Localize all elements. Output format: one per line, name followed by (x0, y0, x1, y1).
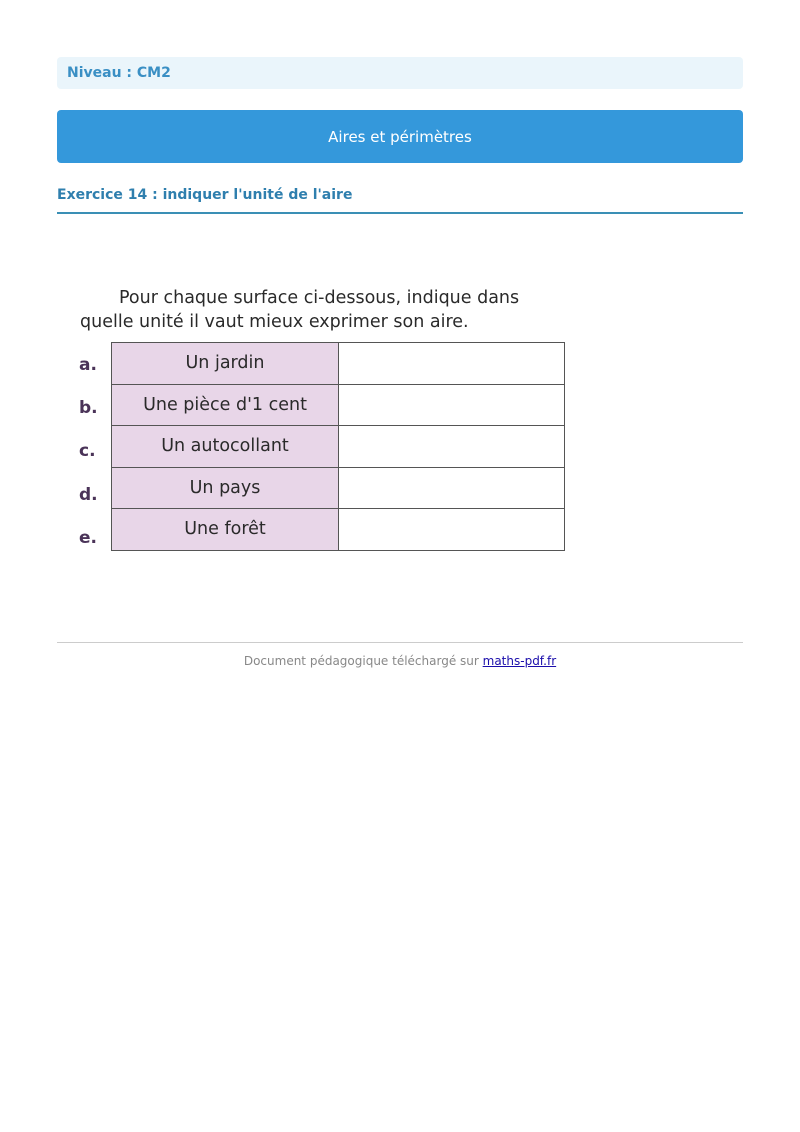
row-letter: d. (79, 484, 98, 505)
footer (57, 654, 743, 668)
row-letter: a. (79, 354, 97, 375)
answer-cell[interactable] (339, 509, 565, 551)
row-letter: e. (79, 528, 97, 549)
answer-cell[interactable] (339, 467, 565, 509)
surface-cell: Un pays (112, 467, 339, 509)
row-letter: c. (79, 441, 96, 462)
table-row (112, 509, 565, 551)
topic-banner (57, 110, 743, 163)
topic-title: Aires et périmètres (328, 127, 472, 146)
instruction-line-1: Pour chaque surface ci-dessous, indique dans (119, 288, 520, 308)
surface-cell: Un autocollant (112, 426, 339, 468)
answer-table (111, 342, 565, 551)
level-label: Niveau : CM2 (67, 65, 171, 81)
footer-link[interactable]: maths-pdf.fr (482, 654, 557, 668)
answer-cell[interactable] (339, 384, 565, 426)
instruction-line-2: quelle unité il vaut mieux exprimer son aire. (80, 312, 469, 332)
table-row (112, 426, 565, 468)
table-row (112, 343, 565, 385)
row-letters (79, 343, 98, 560)
surface-cell: Un jardin (112, 343, 339, 385)
row-letter: b. (79, 398, 98, 419)
footer-divider (57, 642, 743, 643)
surface-cell: Une pièce d'1 cent (112, 384, 339, 426)
table-row (112, 467, 565, 509)
exercise-title: Exercice 14 : indiquer l'unité de l'aire (57, 185, 743, 214)
level-box (57, 57, 743, 89)
table-row (112, 384, 565, 426)
exercise-instruction (80, 286, 570, 334)
answer-cell[interactable] (339, 426, 565, 468)
surface-cell: Une forêt (112, 509, 339, 551)
answer-cell[interactable] (339, 343, 565, 385)
footer-text: Document pédagogique téléchargé sur (243, 654, 483, 668)
